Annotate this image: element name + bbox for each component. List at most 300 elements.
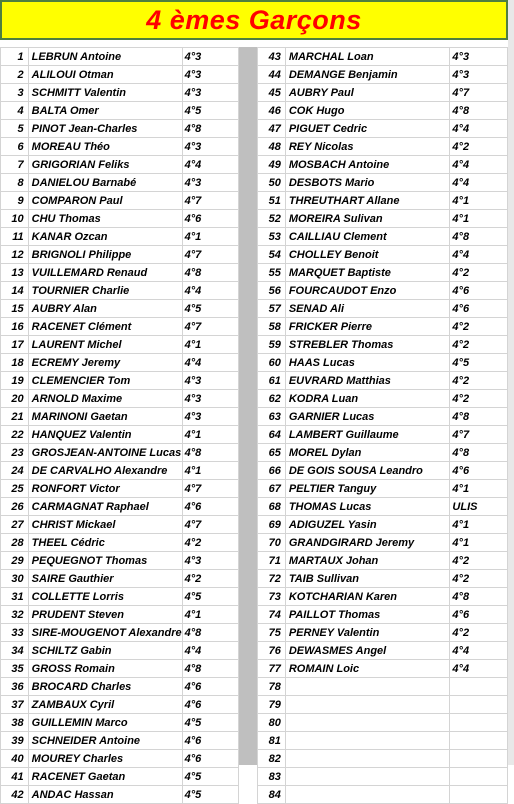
rank-cell[interactable]: 5 bbox=[1, 120, 29, 138]
class-cell[interactable]: 4°7 bbox=[450, 84, 508, 102]
table-row bbox=[1, 138, 239, 156]
class-cell[interactable]: 4°3 bbox=[450, 66, 508, 84]
rank-cell[interactable]: 76 bbox=[258, 642, 286, 660]
class-cell[interactable]: 4°8 bbox=[450, 588, 508, 606]
name-cell[interactable]: FRICKER Pierre bbox=[285, 318, 450, 336]
table-row bbox=[1, 372, 239, 390]
rank-cell[interactable]: 51 bbox=[258, 192, 286, 210]
name-cell[interactable]: ANDAC Hassan bbox=[28, 786, 182, 804]
name-cell[interactable]: MOREL Dylan bbox=[285, 444, 450, 462]
class-cell[interactable]: 4°7 bbox=[182, 480, 238, 498]
table-row bbox=[1, 534, 239, 552]
class-cell[interactable]: 4°2 bbox=[450, 318, 508, 336]
name-cell[interactable]: KOTCHARIAN Karen bbox=[285, 588, 450, 606]
title-banner bbox=[0, 0, 508, 40]
name-cell[interactable]: BRIGNOLI Philippe bbox=[28, 246, 182, 264]
rank-cell[interactable]: 12 bbox=[1, 246, 29, 264]
rank-cell[interactable]: 60 bbox=[258, 354, 286, 372]
class-cell[interactable] bbox=[450, 714, 508, 732]
name-cell[interactable]: RACENET Gaetan bbox=[28, 768, 182, 786]
table-row bbox=[258, 228, 508, 246]
class-cell[interactable]: 4°4 bbox=[450, 642, 508, 660]
name-cell[interactable]: TOURNIER Charlie bbox=[28, 282, 182, 300]
class-cell[interactable]: 4°7 bbox=[182, 318, 238, 336]
rank-cell[interactable]: 42 bbox=[1, 786, 29, 804]
class-cell[interactable]: 4°1 bbox=[182, 228, 238, 246]
name-cell[interactable]: PERNEY Valentin bbox=[285, 624, 450, 642]
rank-cell[interactable]: 54 bbox=[258, 246, 286, 264]
class-cell[interactable]: 4°1 bbox=[450, 516, 508, 534]
class-cell[interactable]: 4°3 bbox=[182, 48, 238, 66]
name-cell[interactable]: GARNIER Lucas bbox=[285, 408, 450, 426]
rank-cell[interactable]: 28 bbox=[1, 534, 29, 552]
name-cell[interactable]: PIGUET Cedric bbox=[285, 120, 450, 138]
name-cell[interactable]: KODRA Luan bbox=[285, 390, 450, 408]
rank-cell[interactable]: 53 bbox=[258, 228, 286, 246]
name-cell[interactable]: GROSJEAN-ANTOINE Lucas bbox=[28, 444, 182, 462]
rank-cell[interactable]: 14 bbox=[1, 282, 29, 300]
rank-cell[interactable]: 10 bbox=[1, 210, 29, 228]
name-cell[interactable]: MOREAU Théo bbox=[28, 138, 182, 156]
rank-cell[interactable]: 1 bbox=[1, 48, 29, 66]
class-cell[interactable]: 4°8 bbox=[182, 660, 238, 678]
table-row bbox=[1, 336, 239, 354]
class-cell[interactable]: 4°1 bbox=[450, 480, 508, 498]
class-cell[interactable]: 4°6 bbox=[182, 498, 238, 516]
class-cell[interactable] bbox=[450, 696, 508, 714]
name-cell[interactable]: ECREMY Jeremy bbox=[28, 354, 182, 372]
name-cell[interactable] bbox=[285, 696, 450, 714]
name-cell[interactable]: MOSBACH Antoine bbox=[285, 156, 450, 174]
name-cell[interactable] bbox=[285, 768, 450, 786]
class-cell[interactable] bbox=[450, 732, 508, 750]
name-cell[interactable]: SAIRE Gauthier bbox=[28, 570, 182, 588]
name-cell[interactable]: THREUTHART Allane bbox=[285, 192, 450, 210]
rank-cell[interactable]: 8 bbox=[1, 174, 29, 192]
name-cell[interactable]: DANIELOU Barnabé bbox=[28, 174, 182, 192]
class-cell[interactable]: 4°6 bbox=[182, 696, 238, 714]
class-cell[interactable]: 4°5 bbox=[182, 786, 238, 804]
table-row bbox=[258, 300, 508, 318]
rank-cell[interactable]: 70 bbox=[258, 534, 286, 552]
name-cell[interactable]: SENAD Ali bbox=[285, 300, 450, 318]
window-edge bbox=[508, 0, 514, 765]
name-cell[interactable]: COK Hugo bbox=[285, 102, 450, 120]
class-cell[interactable]: 4°4 bbox=[450, 246, 508, 264]
table-row bbox=[1, 192, 239, 210]
table-row bbox=[1, 48, 239, 66]
table-row bbox=[1, 426, 239, 444]
class-cell[interactable]: ULIS bbox=[450, 498, 508, 516]
table-row bbox=[258, 156, 508, 174]
table-row bbox=[1, 300, 239, 318]
name-cell[interactable]: PAILLOT Thomas bbox=[285, 606, 450, 624]
name-cell[interactable]: EUVRARD Matthias bbox=[285, 372, 450, 390]
rank-cell[interactable]: 6 bbox=[1, 138, 29, 156]
rank-cell[interactable]: 39 bbox=[1, 732, 29, 750]
rank-cell[interactable]: 50 bbox=[258, 174, 286, 192]
class-cell[interactable]: 4°5 bbox=[182, 714, 238, 732]
rank-cell[interactable]: 65 bbox=[258, 444, 286, 462]
class-cell[interactable] bbox=[450, 786, 508, 804]
name-cell[interactable]: PINOT Jean-Charles bbox=[28, 120, 182, 138]
rank-cell[interactable]: 55 bbox=[258, 264, 286, 282]
class-cell[interactable]: 4°2 bbox=[450, 138, 508, 156]
class-cell[interactable]: 4°1 bbox=[450, 192, 508, 210]
class-cell[interactable]: 4°8 bbox=[182, 624, 238, 642]
rank-cell[interactable]: 30 bbox=[1, 570, 29, 588]
table-row bbox=[258, 138, 508, 156]
name-cell[interactable]: THOMAS Lucas bbox=[285, 498, 450, 516]
rank-cell[interactable]: 21 bbox=[1, 408, 29, 426]
rank-cell[interactable]: 43 bbox=[258, 48, 286, 66]
rank-cell[interactable]: 15 bbox=[1, 300, 29, 318]
rank-cell[interactable]: 74 bbox=[258, 606, 286, 624]
name-cell[interactable]: STREBLER Thomas bbox=[285, 336, 450, 354]
rank-cell[interactable]: 48 bbox=[258, 138, 286, 156]
class-cell[interactable]: 4°3 bbox=[182, 66, 238, 84]
table-row bbox=[1, 732, 239, 750]
class-cell[interactable]: 4°2 bbox=[450, 624, 508, 642]
rank-cell[interactable]: 45 bbox=[258, 84, 286, 102]
rank-cell[interactable]: 23 bbox=[1, 444, 29, 462]
name-cell[interactable]: PRUDENT Steven bbox=[28, 606, 182, 624]
name-cell[interactable]: DE GOIS SOUSA Leandro bbox=[285, 462, 450, 480]
class-cell[interactable]: 4°1 bbox=[182, 336, 238, 354]
class-cell[interactable]: 4°2 bbox=[450, 264, 508, 282]
rank-cell[interactable]: 7 bbox=[1, 156, 29, 174]
name-cell[interactable]: COMPARON Paul bbox=[28, 192, 182, 210]
rank-cell[interactable]: 9 bbox=[1, 192, 29, 210]
rank-cell[interactable]: 33 bbox=[1, 624, 29, 642]
class-cell[interactable]: 4°8 bbox=[450, 228, 508, 246]
class-cell[interactable]: 4°3 bbox=[182, 138, 238, 156]
class-cell[interactable]: 4°4 bbox=[450, 174, 508, 192]
name-cell[interactable]: MARQUET Baptiste bbox=[285, 264, 450, 282]
name-cell[interactable]: LAMBERT Guillaume bbox=[285, 426, 450, 444]
name-cell[interactable]: SCHNEIDER Antoine bbox=[28, 732, 182, 750]
class-cell[interactable]: 4°8 bbox=[450, 444, 508, 462]
class-cell[interactable]: 4°6 bbox=[450, 282, 508, 300]
class-cell[interactable]: 4°4 bbox=[450, 660, 508, 678]
rank-cell[interactable]: 57 bbox=[258, 300, 286, 318]
rank-cell[interactable]: 22 bbox=[1, 426, 29, 444]
name-cell[interactable]: MOREIRA Sulivan bbox=[285, 210, 450, 228]
table-row bbox=[1, 444, 239, 462]
class-cell[interactable]: 4°4 bbox=[182, 642, 238, 660]
rank-cell[interactable]: 31 bbox=[1, 588, 29, 606]
table-row bbox=[258, 642, 508, 660]
name-cell[interactable]: SCHILTZ Gabin bbox=[28, 642, 182, 660]
rank-cell[interactable]: 19 bbox=[1, 372, 29, 390]
rank-cell[interactable]: 3 bbox=[1, 84, 29, 102]
name-cell[interactable]: CHOLLEY Benoit bbox=[285, 246, 450, 264]
name-cell[interactable] bbox=[285, 714, 450, 732]
rank-cell[interactable]: 62 bbox=[258, 390, 286, 408]
rank-cell[interactable]: 80 bbox=[258, 714, 286, 732]
name-cell[interactable]: REY Nicolas bbox=[285, 138, 450, 156]
table-row bbox=[258, 462, 508, 480]
class-cell[interactable]: 4°6 bbox=[182, 210, 238, 228]
rank-cell[interactable]: 2 bbox=[1, 66, 29, 84]
name-cell[interactable]: MARINONI Gaetan bbox=[28, 408, 182, 426]
name-cell[interactable]: RONFORT Victor bbox=[28, 480, 182, 498]
name-cell[interactable]: COLLETTE Lorris bbox=[28, 588, 182, 606]
name-cell[interactable]: CAILLIAU Clement bbox=[285, 228, 450, 246]
rank-cell[interactable]: 32 bbox=[1, 606, 29, 624]
rank-cell[interactable]: 78 bbox=[258, 678, 286, 696]
class-cell[interactable]: 4°2 bbox=[450, 372, 508, 390]
table-row bbox=[258, 192, 508, 210]
name-cell[interactable]: PEQUEGNOT Thomas bbox=[28, 552, 182, 570]
class-cell[interactable]: 4°4 bbox=[450, 156, 508, 174]
class-cell[interactable]: 4°8 bbox=[182, 120, 238, 138]
rank-cell[interactable]: 38 bbox=[1, 714, 29, 732]
rank-cell[interactable]: 47 bbox=[258, 120, 286, 138]
name-cell[interactable]: CHRIST Mickael bbox=[28, 516, 182, 534]
rank-cell[interactable]: 63 bbox=[258, 408, 286, 426]
class-cell[interactable]: 4°3 bbox=[182, 552, 238, 570]
name-cell[interactable]: MOUREY Charles bbox=[28, 750, 182, 768]
table-row bbox=[1, 570, 239, 588]
table-row bbox=[1, 498, 239, 516]
table-row bbox=[1, 102, 239, 120]
rank-cell[interactable]: 59 bbox=[258, 336, 286, 354]
table-row bbox=[1, 696, 239, 714]
rank-cell[interactable]: 35 bbox=[1, 660, 29, 678]
rank-cell[interactable]: 13 bbox=[1, 264, 29, 282]
name-cell[interactable]: THEEL Cédric bbox=[28, 534, 182, 552]
rank-cell[interactable]: 16 bbox=[1, 318, 29, 336]
rank-cell[interactable]: 56 bbox=[258, 282, 286, 300]
class-cell[interactable]: 4°3 bbox=[182, 174, 238, 192]
rank-cell[interactable]: 34 bbox=[1, 642, 29, 660]
name-cell[interactable]: LAURENT Michel bbox=[28, 336, 182, 354]
class-cell[interactable]: 4°4 bbox=[182, 354, 238, 372]
table-row bbox=[258, 102, 508, 120]
rank-cell[interactable]: 37 bbox=[1, 696, 29, 714]
name-cell[interactable] bbox=[285, 732, 450, 750]
rank-cell[interactable]: 52 bbox=[258, 210, 286, 228]
table-row bbox=[258, 426, 508, 444]
class-cell[interactable] bbox=[450, 678, 508, 696]
name-cell[interactable]: CARMAGNAT Raphael bbox=[28, 498, 182, 516]
name-cell[interactable]: ADIGUZEL Yasin bbox=[285, 516, 450, 534]
class-cell[interactable]: 4°8 bbox=[182, 444, 238, 462]
name-cell[interactable]: HANQUEZ Valentin bbox=[28, 426, 182, 444]
class-cell[interactable]: 4°1 bbox=[450, 210, 508, 228]
class-cell[interactable]: 4°6 bbox=[182, 732, 238, 750]
name-cell[interactable]: VUILLEMARD Renaud bbox=[28, 264, 182, 282]
name-cell[interactable]: DEMANGE Benjamin bbox=[285, 66, 450, 84]
class-cell[interactable]: 4°2 bbox=[182, 570, 238, 588]
table-row bbox=[1, 642, 239, 660]
class-cell[interactable]: 4°5 bbox=[450, 354, 508, 372]
rank-cell[interactable]: 83 bbox=[258, 768, 286, 786]
rank-cell[interactable]: 64 bbox=[258, 426, 286, 444]
class-cell[interactable]: 4°2 bbox=[182, 534, 238, 552]
name-cell[interactable]: CHU Thomas bbox=[28, 210, 182, 228]
rank-cell[interactable]: 41 bbox=[1, 768, 29, 786]
name-cell[interactable]: ALILOUI Otman bbox=[28, 66, 182, 84]
table-row bbox=[1, 678, 239, 696]
name-cell[interactable]: FOURCAUDOT Enzo bbox=[285, 282, 450, 300]
class-cell[interactable]: 4°5 bbox=[182, 588, 238, 606]
table-row bbox=[258, 696, 508, 714]
rank-cell[interactable]: 82 bbox=[258, 750, 286, 768]
rank-cell[interactable]: 66 bbox=[258, 462, 286, 480]
class-cell[interactable]: 4°3 bbox=[182, 372, 238, 390]
table-row bbox=[258, 336, 508, 354]
name-cell[interactable]: HAAS Lucas bbox=[285, 354, 450, 372]
name-cell[interactable]: AUBRY Paul bbox=[285, 84, 450, 102]
class-cell[interactable]: 4°6 bbox=[450, 462, 508, 480]
name-cell[interactable]: MARCHAL Loan bbox=[285, 48, 450, 66]
class-cell[interactable]: 4°2 bbox=[450, 570, 508, 588]
rank-cell[interactable]: 4 bbox=[1, 102, 29, 120]
rank-cell[interactable]: 61 bbox=[258, 372, 286, 390]
table-row bbox=[258, 570, 508, 588]
class-cell[interactable]: 4°5 bbox=[182, 300, 238, 318]
class-cell[interactable]: 4°6 bbox=[182, 750, 238, 768]
name-cell[interactable]: PELTIER Tanguy bbox=[285, 480, 450, 498]
rank-cell[interactable]: 46 bbox=[258, 102, 286, 120]
rank-cell[interactable]: 40 bbox=[1, 750, 29, 768]
rank-cell[interactable]: 58 bbox=[258, 318, 286, 336]
rank-cell[interactable]: 36 bbox=[1, 678, 29, 696]
name-cell[interactable]: CLEMENCIER Tom bbox=[28, 372, 182, 390]
name-cell[interactable]: ROMAIN Loic bbox=[285, 660, 450, 678]
table-row bbox=[1, 264, 239, 282]
rank-cell[interactable]: 26 bbox=[1, 498, 29, 516]
class-cell[interactable]: 4°5 bbox=[182, 768, 238, 786]
rank-cell[interactable]: 67 bbox=[258, 480, 286, 498]
table-row bbox=[1, 480, 239, 498]
class-cell[interactable]: 4°6 bbox=[450, 606, 508, 624]
rank-cell[interactable]: 77 bbox=[258, 660, 286, 678]
name-cell[interactable]: ARNOLD Maxime bbox=[28, 390, 182, 408]
table-row bbox=[258, 318, 508, 336]
class-cell[interactable]: 4°4 bbox=[450, 120, 508, 138]
table-row bbox=[1, 318, 239, 336]
name-cell[interactable]: DESBOTS Mario bbox=[285, 174, 450, 192]
class-cell[interactable]: 4°3 bbox=[182, 408, 238, 426]
name-cell[interactable] bbox=[285, 678, 450, 696]
rank-cell[interactable]: 20 bbox=[1, 390, 29, 408]
class-cell[interactable]: 4°3 bbox=[450, 48, 508, 66]
rank-cell[interactable]: 44 bbox=[258, 66, 286, 84]
name-cell[interactable]: ZAMBAUX Cyril bbox=[28, 696, 182, 714]
table-row bbox=[258, 48, 508, 66]
class-cell[interactable]: 4°1 bbox=[182, 426, 238, 444]
table-row bbox=[258, 768, 508, 786]
name-cell[interactable]: AUBRY Alan bbox=[28, 300, 182, 318]
name-cell[interactable]: TAIB Sullivan bbox=[285, 570, 450, 588]
class-cell[interactable]: 4°5 bbox=[182, 102, 238, 120]
name-cell[interactable] bbox=[285, 786, 450, 804]
table-row bbox=[1, 660, 239, 678]
rank-cell[interactable]: 75 bbox=[258, 624, 286, 642]
name-cell[interactable]: MARTAUX Johan bbox=[285, 552, 450, 570]
column-separator bbox=[239, 47, 257, 765]
class-cell[interactable]: 4°3 bbox=[182, 84, 238, 102]
page-title: 4 èmes Garçons bbox=[146, 4, 362, 35]
name-cell[interactable]: DE CARVALHO Alexandre bbox=[28, 462, 182, 480]
class-cell[interactable]: 4°6 bbox=[182, 678, 238, 696]
table-row bbox=[258, 534, 508, 552]
name-cell[interactable]: SCHMITT Valentin bbox=[28, 84, 182, 102]
table-row bbox=[258, 786, 508, 804]
class-cell[interactable]: 4°1 bbox=[182, 462, 238, 480]
class-cell[interactable]: 4°7 bbox=[450, 426, 508, 444]
rank-cell[interactable]: 73 bbox=[258, 588, 286, 606]
class-cell[interactable]: 4°8 bbox=[450, 408, 508, 426]
name-cell[interactable]: LEBRUN Antoine bbox=[28, 48, 182, 66]
rank-cell[interactable]: 79 bbox=[258, 696, 286, 714]
rank-cell[interactable]: 25 bbox=[1, 480, 29, 498]
rank-cell[interactable]: 18 bbox=[1, 354, 29, 372]
table-row bbox=[258, 480, 508, 498]
class-cell[interactable]: 4°2 bbox=[450, 552, 508, 570]
rank-cell[interactable]: 27 bbox=[1, 516, 29, 534]
class-cell[interactable]: 4°4 bbox=[182, 282, 238, 300]
name-cell[interactable]: RACENET Clément bbox=[28, 318, 182, 336]
rank-cell[interactable]: 84 bbox=[258, 786, 286, 804]
class-cell[interactable]: 4°6 bbox=[450, 300, 508, 318]
name-cell[interactable]: DEWASMES Angel bbox=[285, 642, 450, 660]
rank-cell[interactable]: 68 bbox=[258, 498, 286, 516]
name-cell[interactable]: GROSS Romain bbox=[28, 660, 182, 678]
name-cell[interactable]: SIRE-MOUGENOT Alexandre bbox=[28, 624, 182, 642]
name-cell[interactable]: GUILLEMIN Marco bbox=[28, 714, 182, 732]
table-row bbox=[1, 354, 239, 372]
table-row bbox=[1, 408, 239, 426]
name-cell[interactable]: BALTA Omer bbox=[28, 102, 182, 120]
name-cell[interactable]: GRIGORIAN Feliks bbox=[28, 156, 182, 174]
table-row bbox=[1, 462, 239, 480]
class-cell[interactable]: 4°7 bbox=[182, 192, 238, 210]
table-row bbox=[258, 678, 508, 696]
class-cell[interactable]: 4°1 bbox=[450, 534, 508, 552]
rank-cell[interactable]: 72 bbox=[258, 570, 286, 588]
class-cell[interactable]: 4°4 bbox=[182, 156, 238, 174]
rank-cell[interactable]: 81 bbox=[258, 732, 286, 750]
rank-cell[interactable]: 69 bbox=[258, 516, 286, 534]
class-cell[interactable]: 4°2 bbox=[450, 336, 508, 354]
name-cell[interactable]: BROCARD Charles bbox=[28, 678, 182, 696]
rank-cell[interactable]: 24 bbox=[1, 462, 29, 480]
class-cell[interactable]: 4°7 bbox=[182, 516, 238, 534]
class-cell[interactable] bbox=[450, 768, 508, 786]
left-column bbox=[0, 47, 239, 804]
class-cell[interactable]: 4°2 bbox=[450, 390, 508, 408]
class-cell[interactable]: 4°3 bbox=[182, 390, 238, 408]
table-row bbox=[258, 732, 508, 750]
rank-cell[interactable]: 71 bbox=[258, 552, 286, 570]
table-row bbox=[1, 210, 239, 228]
class-cell[interactable]: 4°7 bbox=[182, 246, 238, 264]
name-cell[interactable]: KANAR Ozcan bbox=[28, 228, 182, 246]
class-cell[interactable]: 4°1 bbox=[182, 606, 238, 624]
class-cell[interactable]: 4°8 bbox=[450, 102, 508, 120]
table-row bbox=[1, 246, 239, 264]
rank-cell[interactable]: 11 bbox=[1, 228, 29, 246]
rank-cell[interactable]: 29 bbox=[1, 552, 29, 570]
class-cell[interactable]: 4°8 bbox=[182, 264, 238, 282]
rank-cell[interactable]: 17 bbox=[1, 336, 29, 354]
name-cell[interactable]: GRANDGIRARD Jeremy bbox=[285, 534, 450, 552]
rank-cell[interactable]: 49 bbox=[258, 156, 286, 174]
